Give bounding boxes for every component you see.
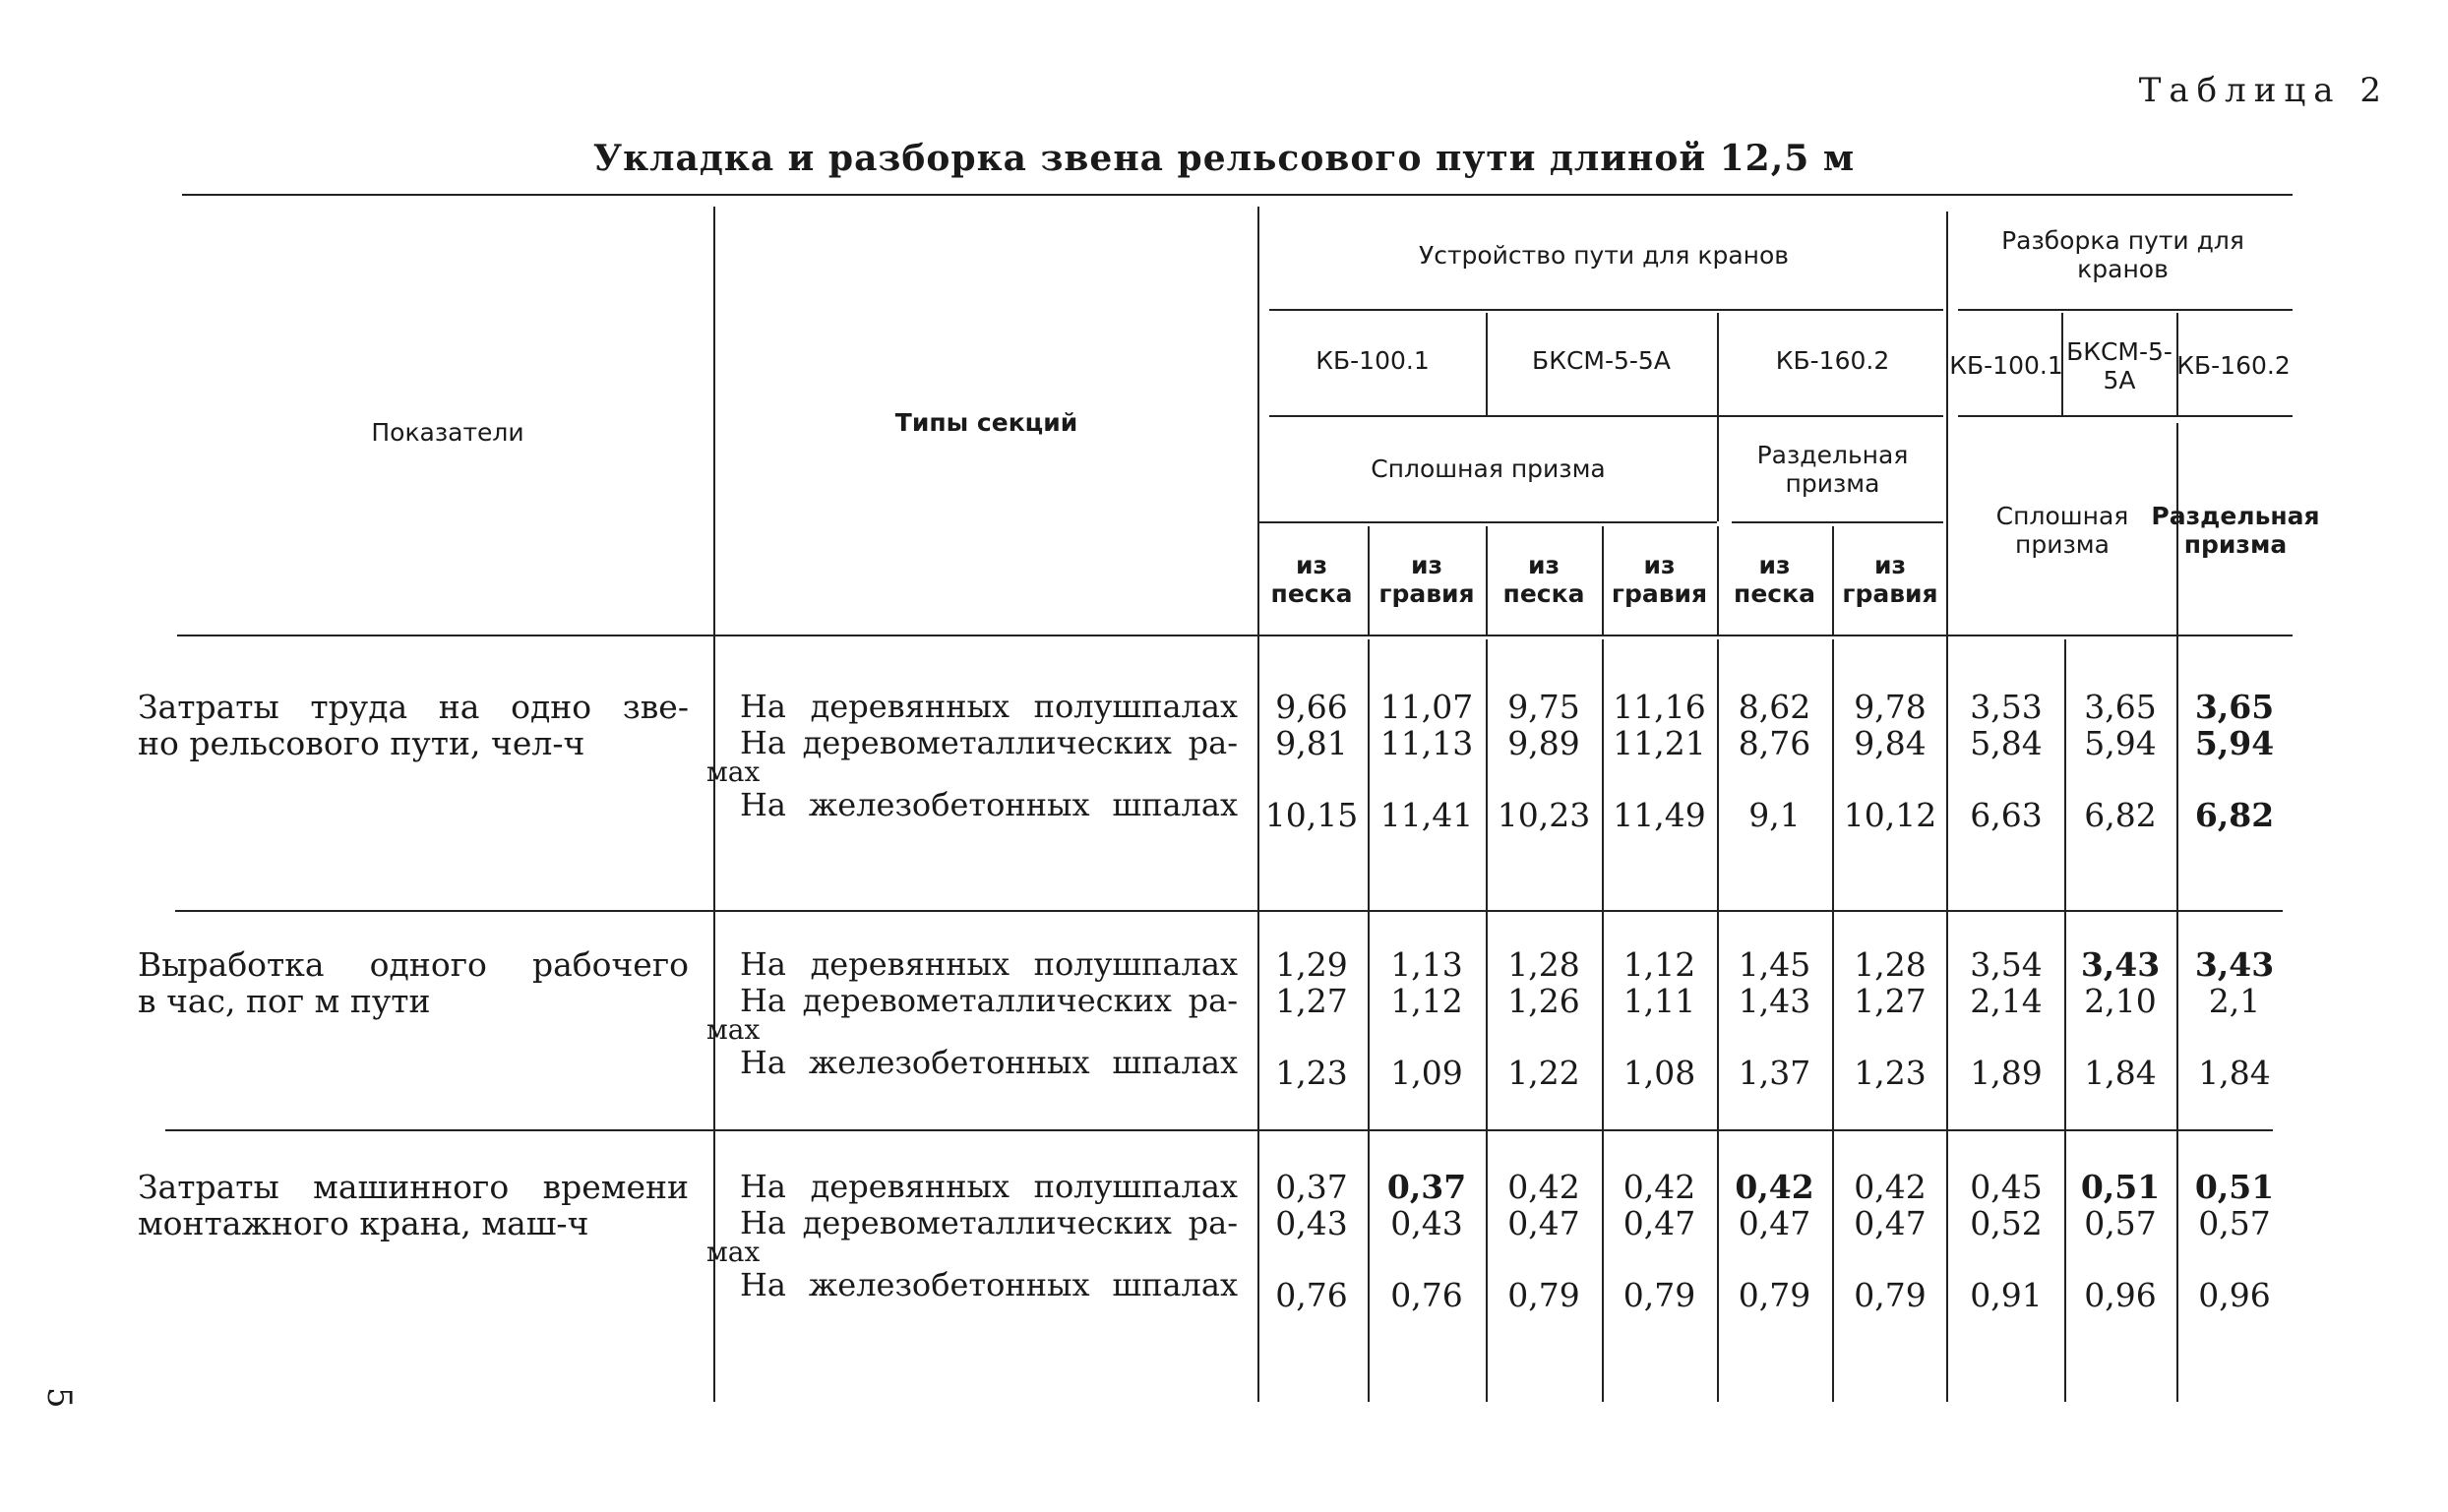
value-cell: 3,53 — [1970, 688, 2043, 726]
value-cell: 0,51 — [2194, 1168, 2275, 1206]
section-type-line: На деревометаллических ра- — [740, 1204, 1238, 1241]
section-type-line: На деревометаллических ра- — [740, 982, 1238, 1019]
value-cell: 2,10 — [2084, 982, 2157, 1020]
value-cell: 1,23 — [1275, 1054, 1348, 1092]
value-cell: 3,65 — [2194, 688, 2275, 726]
header-dismantle-solid-prism: Сплошная призма — [1995, 502, 2129, 559]
value-cell: 8,62 — [1738, 688, 1811, 726]
value-cell: 11,13 — [1379, 724, 1474, 762]
group-rule — [175, 910, 2283, 912]
header-dismantle-crane: КБ-160.2 — [2176, 351, 2291, 381]
value-cell: 1,12 — [1390, 982, 1463, 1020]
section-type-line: На железобетонных шпалах — [740, 1266, 1238, 1303]
value-cell: 0,43 — [1390, 1204, 1463, 1242]
header-dismantle-separate-prism: Раздельная призма — [2151, 502, 2320, 559]
header-rule — [1958, 415, 2293, 417]
section-type-line: На деревометаллических ра- — [740, 724, 1238, 761]
header-solid-prism: Сплошная призма — [1371, 454, 1606, 484]
value-cell: 0,42 — [1735, 1168, 1814, 1206]
value-cell: 1,13 — [1390, 945, 1463, 984]
value-cell: 0,96 — [2198, 1276, 2271, 1314]
value-cell: 1,27 — [1854, 982, 1927, 1020]
value-cell: 0,79 — [1738, 1276, 1811, 1314]
indicator-cell — [138, 689, 689, 761]
value-cell: 1,37 — [1738, 1054, 1811, 1092]
indicator-line: монтажного крана, маш-ч — [138, 1204, 589, 1242]
header-rule — [1269, 415, 1943, 417]
value-cell: 0,52 — [1970, 1204, 2043, 1242]
value-cell: 0,91 — [1970, 1276, 2043, 1314]
value-cell: 1,08 — [1622, 1054, 1696, 1092]
group-rule — [165, 1129, 2273, 1131]
value-cell: 9,66 — [1275, 688, 1348, 726]
header-install-crane: БКСМ-5-5А — [1532, 346, 1671, 376]
header-separate-prism: Раздельная призма — [1756, 440, 1909, 498]
value-cell: 6,82 — [2084, 796, 2157, 834]
value-cell: 1,28 — [1507, 945, 1580, 984]
value-cell: 1,28 — [1854, 945, 1927, 984]
header-rule — [1732, 521, 1943, 523]
indicator-line: в час, пог м пути — [138, 982, 431, 1020]
value-cell: 0,79 — [1507, 1276, 1580, 1314]
value-cell: 0,76 — [1275, 1276, 1348, 1314]
group-column-rule — [1946, 212, 1948, 1402]
crane-rule — [1717, 313, 1719, 521]
value-cell: 11,16 — [1613, 688, 1706, 726]
table-top-rule — [182, 194, 2293, 196]
value-cell: 2,1 — [2208, 982, 2261, 1020]
value-cell: 6,63 — [1970, 796, 2043, 834]
value-cell: 0,57 — [2084, 1204, 2157, 1242]
value-cell: 9,89 — [1507, 724, 1580, 762]
value-cell: 1,45 — [1738, 945, 1811, 984]
material-rule — [1832, 526, 1834, 635]
header-rule — [1958, 309, 2293, 311]
value-cell: 3,54 — [1970, 945, 2043, 984]
value-cell: 1,09 — [1390, 1054, 1463, 1092]
value-cell: 1,84 — [2198, 1054, 2271, 1092]
value-cell: 5,84 — [1970, 724, 2043, 762]
value-cell: 0,42 — [1854, 1168, 1927, 1206]
header-section-types: Типы секций — [894, 407, 1078, 437]
value-cell: 1,11 — [1622, 982, 1696, 1020]
value-cell: 9,84 — [1854, 724, 1927, 762]
value-cell: 3,43 — [2194, 945, 2275, 984]
section-type-line: мах — [706, 1013, 761, 1046]
header-dismantle-crane: КБ-100.1 — [1949, 351, 2063, 381]
material-rule — [1486, 526, 1488, 635]
section-type-line: мах — [706, 756, 761, 788]
value-cell: 0,79 — [1854, 1276, 1927, 1314]
section-type-line: На деревянных полушпалах — [740, 945, 1238, 983]
section-types-cell — [706, 1168, 1238, 1303]
header-dismantle-crane: БКСМ-5-5А — [2066, 336, 2173, 394]
value-cell: 1,26 — [1507, 982, 1580, 1020]
value-cell: 8,76 — [1738, 724, 1811, 762]
indicator-line: Затраты машинного времени — [138, 1168, 689, 1206]
material-rule — [1717, 526, 1719, 635]
value-cell: 6,82 — [2194, 796, 2275, 834]
indicator-cell — [138, 946, 689, 1019]
header-material: из песка — [1734, 551, 1815, 608]
value-cell: 0,37 — [1275, 1168, 1348, 1206]
value-cell: 0,57 — [2198, 1204, 2271, 1242]
value-cell: 0,76 — [1390, 1276, 1463, 1314]
value-cell: 9,81 — [1275, 724, 1348, 762]
value-cell: 3,43 — [2080, 945, 2161, 984]
value-cell: 11,41 — [1379, 796, 1474, 834]
value-cell: 0,47 — [1622, 1204, 1696, 1242]
value-cell: 10,12 — [1843, 796, 1937, 834]
value-cell: 0,51 — [2080, 1168, 2161, 1206]
header-dismantle-group: Разборка пути для кранов — [2001, 226, 2244, 283]
indicator-line: Выработка одного рабочего — [138, 945, 689, 984]
value-cell: 0,47 — [1738, 1204, 1811, 1242]
value-cell: 9,1 — [1748, 796, 1801, 834]
section-type-line: На железобетонных шпалах — [740, 786, 1238, 823]
value-cell: 10,15 — [1264, 796, 1359, 834]
value-cell: 1,89 — [1970, 1054, 2043, 1092]
material-rule — [1602, 526, 1604, 635]
indicator-line: Затраты труда на одно зве- — [138, 688, 689, 726]
indicator-column-rule — [713, 207, 715, 1402]
value-cell: 1,29 — [1275, 945, 1348, 984]
section-type-line: На железобетонных шпалах — [740, 1044, 1238, 1081]
value-cell: 1,43 — [1738, 982, 1811, 1020]
section-types-cell — [706, 945, 1238, 1081]
indicator-cell — [138, 1169, 689, 1241]
value-cell: 9,78 — [1854, 688, 1927, 726]
header-install-crane: КБ-160.2 — [1775, 346, 1890, 376]
value-cell: 1,84 — [2084, 1054, 2157, 1092]
indicator-line: но рельсового пути, чел-ч — [138, 724, 585, 762]
header-material: из гравия — [1378, 551, 1475, 608]
value-cell: 5,94 — [2194, 724, 2275, 762]
material-rule — [1368, 526, 1370, 635]
value-cell: 0,37 — [1386, 1168, 1467, 1206]
page-number: 5 — [39, 1387, 79, 1409]
header-install-crane: КБ-100.1 — [1316, 346, 1430, 376]
value-cell: 9,75 — [1507, 688, 1580, 726]
header-material: из гравия — [1611, 551, 1708, 608]
header-install-group: Устройство пути для кранов — [1418, 240, 1790, 270]
value-cell: 1,22 — [1507, 1054, 1580, 1092]
value-cell: 11,07 — [1379, 688, 1474, 726]
value-cell: 0,42 — [1507, 1168, 1580, 1206]
section-type-line: На деревянных полушпалах — [740, 1168, 1238, 1205]
value-cell: 0,47 — [1854, 1204, 1927, 1242]
section-type-line: мах — [706, 1236, 761, 1268]
header-material: из песка — [1270, 551, 1353, 608]
value-cell: 1,12 — [1622, 945, 1696, 984]
value-cell: 11,49 — [1613, 796, 1706, 834]
header-rule — [1269, 309, 1943, 311]
value-cell: 2,14 — [1970, 982, 2043, 1020]
table-title: Укладка и разборка звена рельсового пути длиной 12,5 м — [592, 138, 1856, 179]
value-cell: 11,21 — [1613, 724, 1706, 762]
value-cell: 0,43 — [1275, 1204, 1348, 1242]
value-cell: 0,96 — [2084, 1276, 2157, 1314]
header-bottom-rule — [177, 635, 2293, 636]
value-cell: 0,45 — [1970, 1168, 2043, 1206]
value-cell: 1,23 — [1854, 1054, 1927, 1092]
value-cell: 5,94 — [2084, 724, 2157, 762]
value-cell: 10,23 — [1497, 796, 1591, 834]
section-type-line: На деревянных полушпалах — [740, 688, 1238, 725]
value-cell: 0,79 — [1622, 1276, 1696, 1314]
value-cell: 0,47 — [1507, 1204, 1580, 1242]
header-material: из песка — [1502, 551, 1585, 608]
table-label: Таблица 2 — [2138, 71, 2389, 110]
value-cell: 3,65 — [2084, 688, 2157, 726]
header-material: из гравия — [1842, 551, 1938, 608]
header-rule — [1259, 521, 1717, 523]
crane-rule — [1486, 313, 1488, 415]
value-cell: 1,27 — [1275, 982, 1348, 1020]
value-cell: 0,42 — [1622, 1168, 1696, 1206]
header-indicators: Показатели — [371, 417, 524, 447]
section-types-cell — [706, 688, 1238, 823]
